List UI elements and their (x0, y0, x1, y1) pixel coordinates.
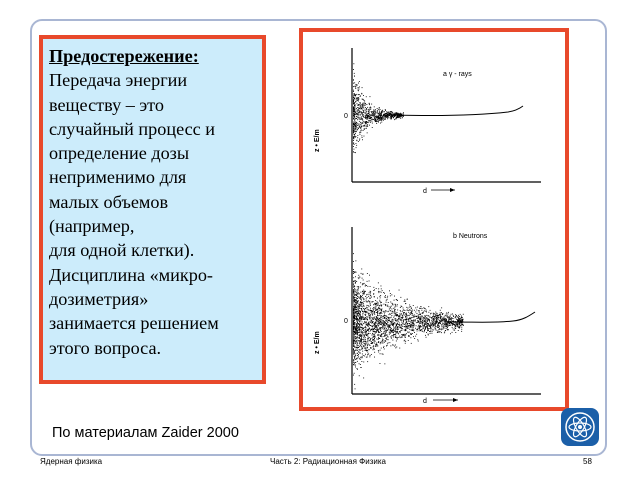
caution-box (39, 35, 266, 384)
iaea-logo-icon (560, 407, 600, 447)
caution-text: Передача энергии веществу – это случайный процесс и определение дозы неприменимо для малых объемов (например, для одной клетки). Дисциплина «микро- дозиметрия» занимается решением этого вопроса. (49, 70, 219, 358)
panel-a (314, 48, 541, 195)
panel-a-x-label: d (423, 188, 427, 195)
footer-course-title: Ядерная физика (40, 457, 103, 466)
source-caption: По материалам Zaider 2000 (52, 425, 239, 441)
footer-part-title: Часть 2: Радиационная Физика (270, 457, 386, 466)
panel-b-label: b Neutrons (453, 233, 488, 240)
figure-plots (303, 32, 565, 407)
panel-b (314, 227, 541, 405)
panel-b-y-label: z • E/m (314, 331, 321, 354)
panel-b-x-arrowhead (453, 398, 458, 402)
panel-b-scatter (353, 253, 464, 389)
panel-a-x-arrowhead (450, 188, 455, 192)
panel-b-x-label: d (423, 398, 427, 405)
panel-a-scatter (353, 63, 404, 153)
caution-title: Предостережение: (49, 46, 199, 66)
panel-b-mean-curve (453, 312, 535, 322)
panel-b-zero-label: 0 (344, 318, 348, 325)
microdosimetry-figure (299, 28, 569, 411)
panel-a-zero-label: 0 (344, 113, 348, 120)
panel-a-mean-curve (393, 106, 523, 116)
panel-a-label: a γ - rays (443, 71, 472, 78)
footer-page-number: 58 (583, 457, 592, 466)
panel-a-y-label: z • E/m (314, 129, 321, 152)
